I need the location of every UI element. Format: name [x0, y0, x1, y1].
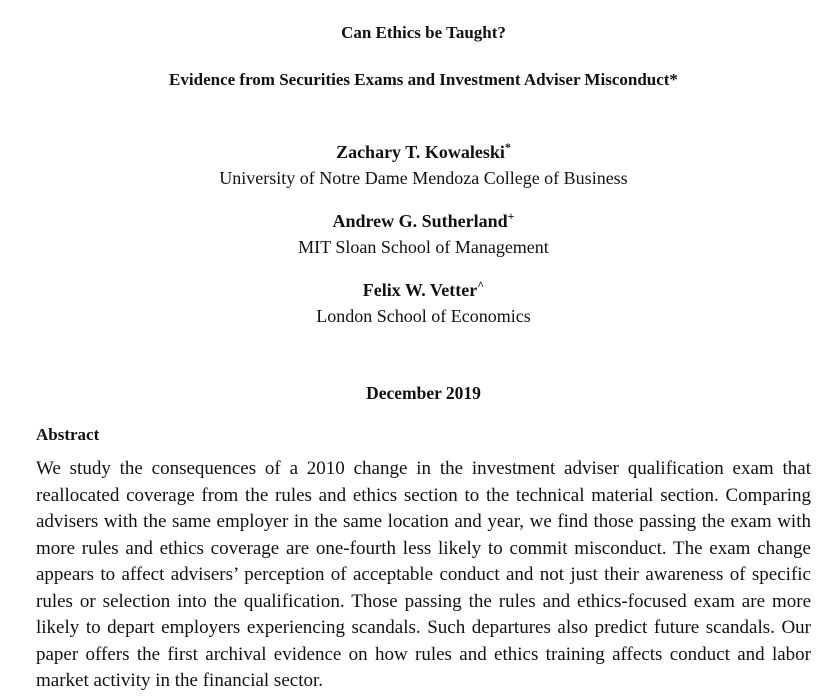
author-name	[36, 139, 811, 165]
author-footnote-symbol: +	[507, 209, 515, 223]
author-list	[36, 139, 811, 329]
author-footnote-symbol: *	[504, 140, 511, 154]
author-name	[36, 277, 811, 303]
author-affiliation: London School of Economics	[316, 306, 531, 326]
paper-date: December 2019	[366, 383, 481, 403]
author-block	[36, 139, 811, 191]
paper-title: Can Ethics be Taught?	[341, 23, 506, 42]
author-name-text: Andrew G. Sutherland	[332, 211, 508, 231]
abstract-text: We study the consequences of a 2010 change in the investment adviser qualification exam that reallocated coverage from the rules and ethics section to the technical material section. Comparing advisers with the same employer in the same location and year, we find those passing the exam with more rules and ethics coverage are one-fourth less likely to commit misconduct. The exam change appears to affect advisers’ perception of acceptable conduct and not just their awareness of specific rules or selection into the qualification. Those passing the rules and ethics-focused exam are more likely to depart employers experiencing scandals. Such departures also predict future scandals. Our paper offers the first archival evidence on how rules and ethics training affects conduct and labor market activity in the financial sector.	[36, 458, 811, 691]
author-footnote-symbol: ^	[477, 278, 485, 292]
author-name-text: Felix W. Vetter	[362, 280, 478, 300]
paper-subtitle: Evidence from Securities Exams and Investment Adviser Misconduct*	[169, 70, 678, 89]
author-affiliation: University of Notre Dame Mendoza College of Business	[219, 168, 628, 188]
abstract-heading: Abstract	[36, 425, 100, 444]
author-block	[36, 277, 811, 329]
author-block	[36, 208, 811, 260]
author-name	[36, 208, 811, 234]
author-name-text: Zachary T. Kowaleski	[336, 142, 505, 162]
author-affiliation: MIT Sloan School of Management	[298, 237, 549, 257]
